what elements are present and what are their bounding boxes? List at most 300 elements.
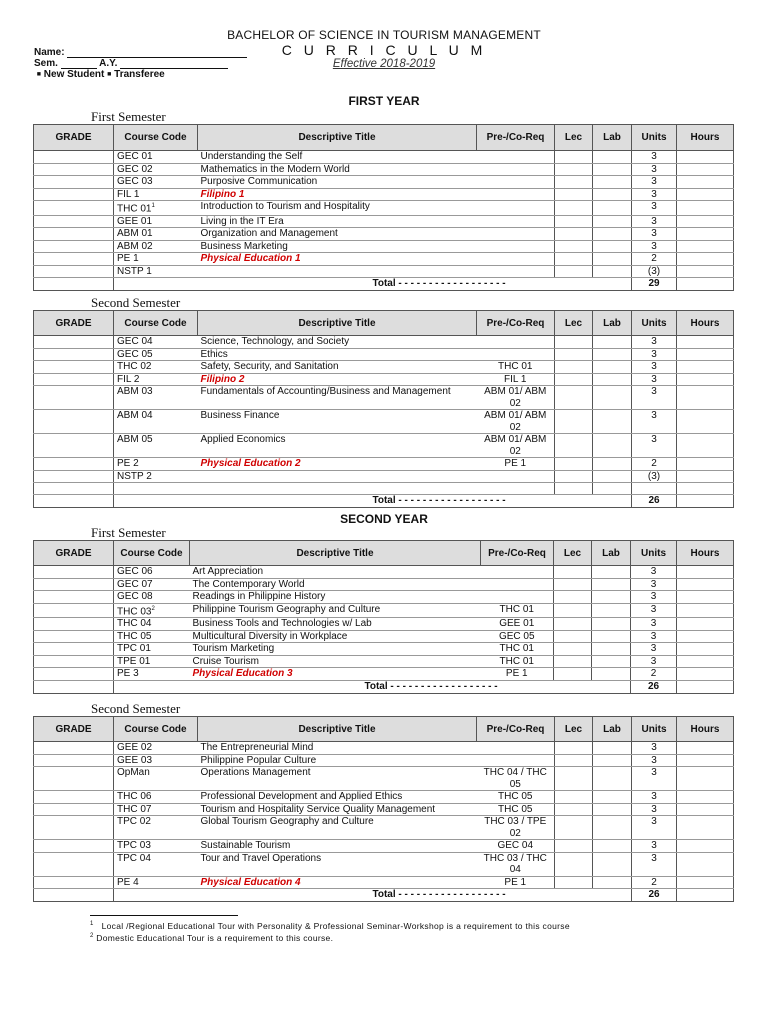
grade-cell[interactable] [34,578,114,591]
lec-cell [555,470,593,483]
effective-year: Effective 2018-2019 [332,58,436,70]
units-cell: 3 [632,336,677,349]
table-row [34,754,734,767]
hours-cell [677,163,734,176]
curriculum-table [33,716,734,902]
grade-cell[interactable] [34,386,114,410]
grade-cell[interactable] [34,742,114,755]
course-title-text: Physical Education 2 [200,458,301,469]
prerequisite: THC 01 [481,643,554,656]
table-row [34,373,734,386]
prerequisite: ABM 01/ ABM 02 [477,434,555,458]
table-row [34,876,734,889]
course-code [114,495,198,508]
course-title-text: Applied Economics [200,434,286,445]
course-code: GEE 01 [114,215,198,228]
header-hours: Hours [677,717,734,742]
grade-cell[interactable] [34,483,114,495]
course-title [198,361,477,374]
table-row [34,458,734,471]
header-prereq: Pre-/Co-Req [481,541,554,566]
hours-cell [677,386,734,410]
course-title-text: Filipino 2 [200,373,245,385]
grade-cell[interactable] [34,265,114,278]
hours-cell [677,767,734,791]
total-label: Total - - - - - - - - - - - - - - - - - - [198,278,632,291]
grade-cell [34,495,114,508]
total-row [34,278,734,291]
course-title-text: Multicultural Diversity in Workplace [192,630,348,642]
course-title-text: Introduction to Tourism and Hospitality [200,201,370,212]
units-cell: 3 [631,630,677,643]
course-title-text: The Entrepreneurial Mind [200,742,314,753]
grade-cell[interactable] [34,373,114,386]
lec-cell [555,767,593,791]
lab-cell [593,373,632,386]
hours-cell [677,253,734,266]
table-row [34,386,734,410]
prerequisite [481,591,554,604]
hours-cell [677,495,734,508]
grade-cell [34,889,114,902]
grade-cell[interactable] [34,803,114,816]
prerequisite: THC 03 / THC 04 [477,852,555,876]
grade-cell[interactable] [34,643,114,656]
course-title [198,434,477,458]
lab-cell [593,188,632,201]
lec-cell [555,791,593,804]
course-title-text: Physical Education 1 [200,253,301,265]
transferee-checkbox[interactable]: ■ [107,71,112,78]
lab-cell [593,470,632,483]
course-title-text: Physical Education 4 [200,876,301,888]
units-cell: 3 [631,603,677,618]
hours-cell [677,228,734,241]
course-title [190,566,481,579]
course-code: GEC 05 [114,348,198,361]
header-lab: Lab [593,717,632,742]
course-title-text: Business Finance [200,410,280,421]
units-cell: 2 [631,668,677,681]
course-title-text: Fundamentals of Accounting/Business and Management [200,386,451,397]
table-row [34,240,734,253]
course-title-text: Purposive Communication [200,176,318,187]
footnote [90,933,333,943]
course-title-text: Global Tourism Geography and Culture [200,816,374,827]
lab-cell [593,176,632,189]
units-cell: 3 [631,618,677,631]
total-units: 29 [632,278,677,291]
table-row [34,253,734,266]
course-title [198,215,477,228]
lab-cell [593,791,632,804]
hours-cell [677,470,734,483]
grade-cell[interactable] [34,591,114,604]
grade-cell[interactable] [34,348,114,361]
header-course-code: Course Code [114,541,190,566]
grade-cell[interactable] [34,336,114,349]
header-hours: Hours [677,125,734,151]
table-row [34,603,734,618]
units-cell: 3 [632,240,677,253]
hours-cell [677,176,734,189]
course-code [114,680,190,693]
lab-cell [593,240,632,253]
table-row [34,361,734,374]
lab-cell [593,458,632,471]
course-title [198,373,477,386]
units-cell: 3 [632,215,677,228]
lec-cell [554,591,592,604]
course-code: THC 06 [114,791,198,804]
header-grade: GRADE [34,541,114,566]
course-title [198,483,477,495]
course-code: ABM 04 [114,410,198,434]
lab-cell [593,816,632,840]
footnote [90,921,570,931]
grade-cell[interactable] [34,630,114,643]
course-code: THC 04 [114,618,190,631]
grade-cell[interactable] [34,201,114,216]
semester-title: Second Semester [91,295,181,310]
sem-field[interactable] [61,60,97,69]
hours-cell [677,643,734,656]
footnote-marker: 2 [90,933,94,940]
course-title-text: Physical Education 3 [192,668,293,680]
units-cell: 3 [632,791,677,804]
lec-cell [554,655,592,668]
lec-cell [555,361,593,374]
name-label: Name: [34,47,65,58]
lab-cell [593,852,632,876]
course-code: TPC 01 [114,643,190,656]
table-row [34,816,734,840]
grade-cell[interactable] [34,253,114,266]
grade-cell[interactable] [34,618,114,631]
grade-cell [34,680,114,693]
lec-cell [554,668,592,681]
grade-cell[interactable] [34,163,114,176]
curriculum-table [33,310,734,508]
lec-cell [555,816,593,840]
lec-cell [555,348,593,361]
table-header [34,541,734,566]
course-code [114,483,198,495]
header-course-code: Course Code [114,717,198,742]
table-row [34,201,734,216]
prerequisite [477,228,555,241]
lec-cell [555,176,593,189]
grade-cell[interactable] [34,434,114,458]
lec-cell [555,188,593,201]
footnote-divider [90,915,238,916]
lab-cell [593,348,632,361]
lec-cell [555,151,593,164]
header-lab: Lab [593,125,632,151]
hours-cell [677,578,734,591]
course-code: PE 2 [114,458,198,471]
units-cell: 3 [632,151,677,164]
grade-cell[interactable] [34,566,114,579]
table-row [34,742,734,755]
hours-cell [677,754,734,767]
lec-cell [555,840,593,853]
units-cell: 3 [632,348,677,361]
prerequisite: THC 01 [481,655,554,668]
hours-cell [677,361,734,374]
units-cell: 3 [632,754,677,767]
grade-cell[interactable] [34,188,114,201]
lec-cell [555,265,593,278]
course-title-text: Sustainable Tourism [200,840,291,851]
course-title [198,151,477,164]
course-title-text: Philippine Tourism Geography and Culture [192,603,381,615]
course-code: GEC 04 [114,336,198,349]
course-title [198,876,477,889]
units-cell: 2 [632,876,677,889]
grade-cell[interactable] [34,361,114,374]
grade-cell[interactable] [34,816,114,840]
prerequisite: THC 05 [477,791,555,804]
lab-cell [592,591,631,604]
prerequisite: THC 04 / THC 05 [477,767,555,791]
table-row [34,630,734,643]
grade-cell[interactable] [34,410,114,434]
table-row [34,348,734,361]
lec-cell [554,578,592,591]
course-title [198,767,477,791]
course-title [198,176,477,189]
new-student-checkbox[interactable]: ■ [36,71,42,78]
grade-cell[interactable] [34,852,114,876]
course-title-text: Tourism and Hospitality Service Quality Management [200,803,436,815]
units-cell: 2 [632,253,677,266]
total-units: 26 [632,889,677,902]
prerequisite: THC 01 [481,603,554,618]
lab-cell [593,386,632,410]
lec-cell [554,630,592,643]
header-prereq: Pre-/Co-Req [477,717,555,742]
course-code: PE 3 [114,668,190,681]
units-cell: 3 [632,386,677,410]
lec-cell [554,643,592,656]
course-code: THC 05 [114,630,190,643]
prerequisite [477,151,555,164]
grade-cell[interactable] [34,767,114,791]
grade-cell[interactable] [34,176,114,189]
grade-cell[interactable] [34,754,114,767]
course-title [198,240,477,253]
lab-cell [593,483,632,495]
course-title [198,754,477,767]
grade-cell[interactable] [34,240,114,253]
course-title-text: Professional Development and Applied Ethics [200,791,403,802]
grade-cell[interactable] [34,840,114,853]
table-row [34,228,734,241]
table-row [34,410,734,434]
course-title [198,458,477,471]
table-row [34,852,734,876]
course-code: PE 4 [114,876,198,889]
curriculum-table [33,540,734,694]
prerequisite: THC 05 [477,803,555,816]
hours-cell [677,655,734,668]
grade-cell [34,278,114,291]
ay-field[interactable] [120,60,228,69]
header-prereq: Pre-/Co-Req [477,125,555,151]
grade-cell[interactable] [34,876,114,889]
course-title [190,618,481,631]
hours-cell [677,603,734,618]
course-code: NSTP 2 [114,470,198,483]
course-title-text: The Contemporary World [192,578,305,590]
hours-cell [677,265,734,278]
course-title [198,188,477,201]
total-units: 26 [632,495,677,508]
grade-cell[interactable] [34,228,114,241]
prerequisite [477,240,555,253]
header-lab: Lab [592,541,631,566]
header-units: Units [632,311,677,336]
grade-cell[interactable] [34,791,114,804]
course-title [190,603,481,618]
lec-cell [555,458,593,471]
grade-cell[interactable] [34,603,114,618]
prerequisite [477,176,555,189]
course-title-text: Art Appreciation [192,566,264,577]
lec-cell [554,618,592,631]
hours-cell [677,201,734,216]
course-title-text: Cruise Tourism [192,655,259,667]
course-code: ABM 05 [114,434,198,458]
prerequisite: GEC 05 [481,630,554,643]
grade-cell[interactable] [34,470,114,483]
prerequisite [477,742,555,755]
new-student-label: New Student [43,69,105,81]
name-field[interactable] [67,49,247,58]
table-header [34,311,734,336]
total-row [34,680,734,693]
lab-cell [593,803,632,816]
ay-label: A.Y. [99,58,118,69]
course-title [190,578,481,591]
course-code: FIL 2 [114,373,198,386]
prerequisite [477,483,555,495]
course-title-text: Tour and Travel Operations [200,852,322,864]
prerequisite: FIL 1 [477,373,555,386]
units-cell: 2 [632,458,677,471]
lec-cell [555,201,593,216]
semester-title: Second Semester [91,701,181,716]
total-label: Total - - - - - - - - - - - - - - - - - - [198,495,632,508]
prerequisite [477,470,555,483]
lab-cell [593,215,632,228]
units-cell: 3 [632,188,677,201]
hours-cell [677,348,734,361]
course-title [190,668,481,681]
lec-cell [555,410,593,434]
prerequisite: ABM 01/ ABM 02 [477,386,555,410]
hours-cell [677,336,734,349]
hours-cell [677,630,734,643]
hours-cell [677,803,734,816]
course-code: TPC 03 [114,840,198,853]
units-cell: 3 [632,434,677,458]
course-code: THC $03^2$ [114,603,190,618]
lec-cell [555,373,593,386]
header-lab: Lab [593,311,632,336]
lab-cell [592,630,631,643]
program-title: BACHELOR OF SCIENCE IN TOURISM MANAGEMENT [227,28,541,42]
prerequisite [477,188,555,201]
grade-cell[interactable] [34,655,114,668]
grade-cell[interactable] [34,458,114,471]
table-row [34,840,734,853]
header-descriptive-title: Descriptive Title [190,541,481,566]
lab-cell [592,618,631,631]
lec-cell [554,603,592,618]
grade-cell[interactable] [34,151,114,164]
course-title-text: Business Marketing [200,240,288,252]
table-header [34,125,734,151]
course-title [190,655,481,668]
lab-cell [593,151,632,164]
course-code: ABM 03 [114,386,198,410]
units-cell: 3 [632,201,677,216]
footnote-text: Local /Regional Educational Tour with Personality & Professional Seminar-Workshop is a requirement to this course [93,921,570,931]
hours-cell [677,188,734,201]
total-row [34,889,734,902]
lab-cell [592,655,631,668]
curriculum-title: C U R R I C U L U M [281,42,487,58]
course-title [190,630,481,643]
course-title-text: Filipino 1 [200,188,245,200]
table-row [34,767,734,791]
hours-cell [677,876,734,889]
course-title-text: Living in the IT Era [200,215,284,227]
hours-cell [677,215,734,228]
header-hours: Hours [677,311,734,336]
units-cell: 3 [632,840,677,853]
grade-cell[interactable] [34,215,114,228]
grade-cell[interactable] [34,668,114,681]
table-row [34,668,734,681]
lec-cell [554,566,592,579]
lec-cell [555,228,593,241]
prerequisite [481,566,554,579]
hours-cell [677,373,734,386]
hours-cell [677,816,734,840]
course-title-text: Understanding the Self [200,151,303,162]
course-title-text: Business Tools and Technologies w/ Lab [192,618,372,630]
hours-cell [677,240,734,253]
course-code [114,889,198,902]
transferee-label: Transferee [114,69,165,81]
header-descriptive-title: Descriptive Title [198,717,477,742]
prerequisite [477,336,555,349]
prerequisite [481,578,554,591]
total-units: 26 [631,680,677,693]
table-row [34,803,734,816]
course-code: PE 1 [114,253,198,266]
table-row [34,643,734,656]
lec-cell [555,336,593,349]
lab-cell [593,361,632,374]
header-hours: Hours [677,541,734,566]
year-title: FIRST YEAR [348,94,420,108]
header-prereq: Pre-/Co-Req [477,311,555,336]
lab-cell [593,336,632,349]
